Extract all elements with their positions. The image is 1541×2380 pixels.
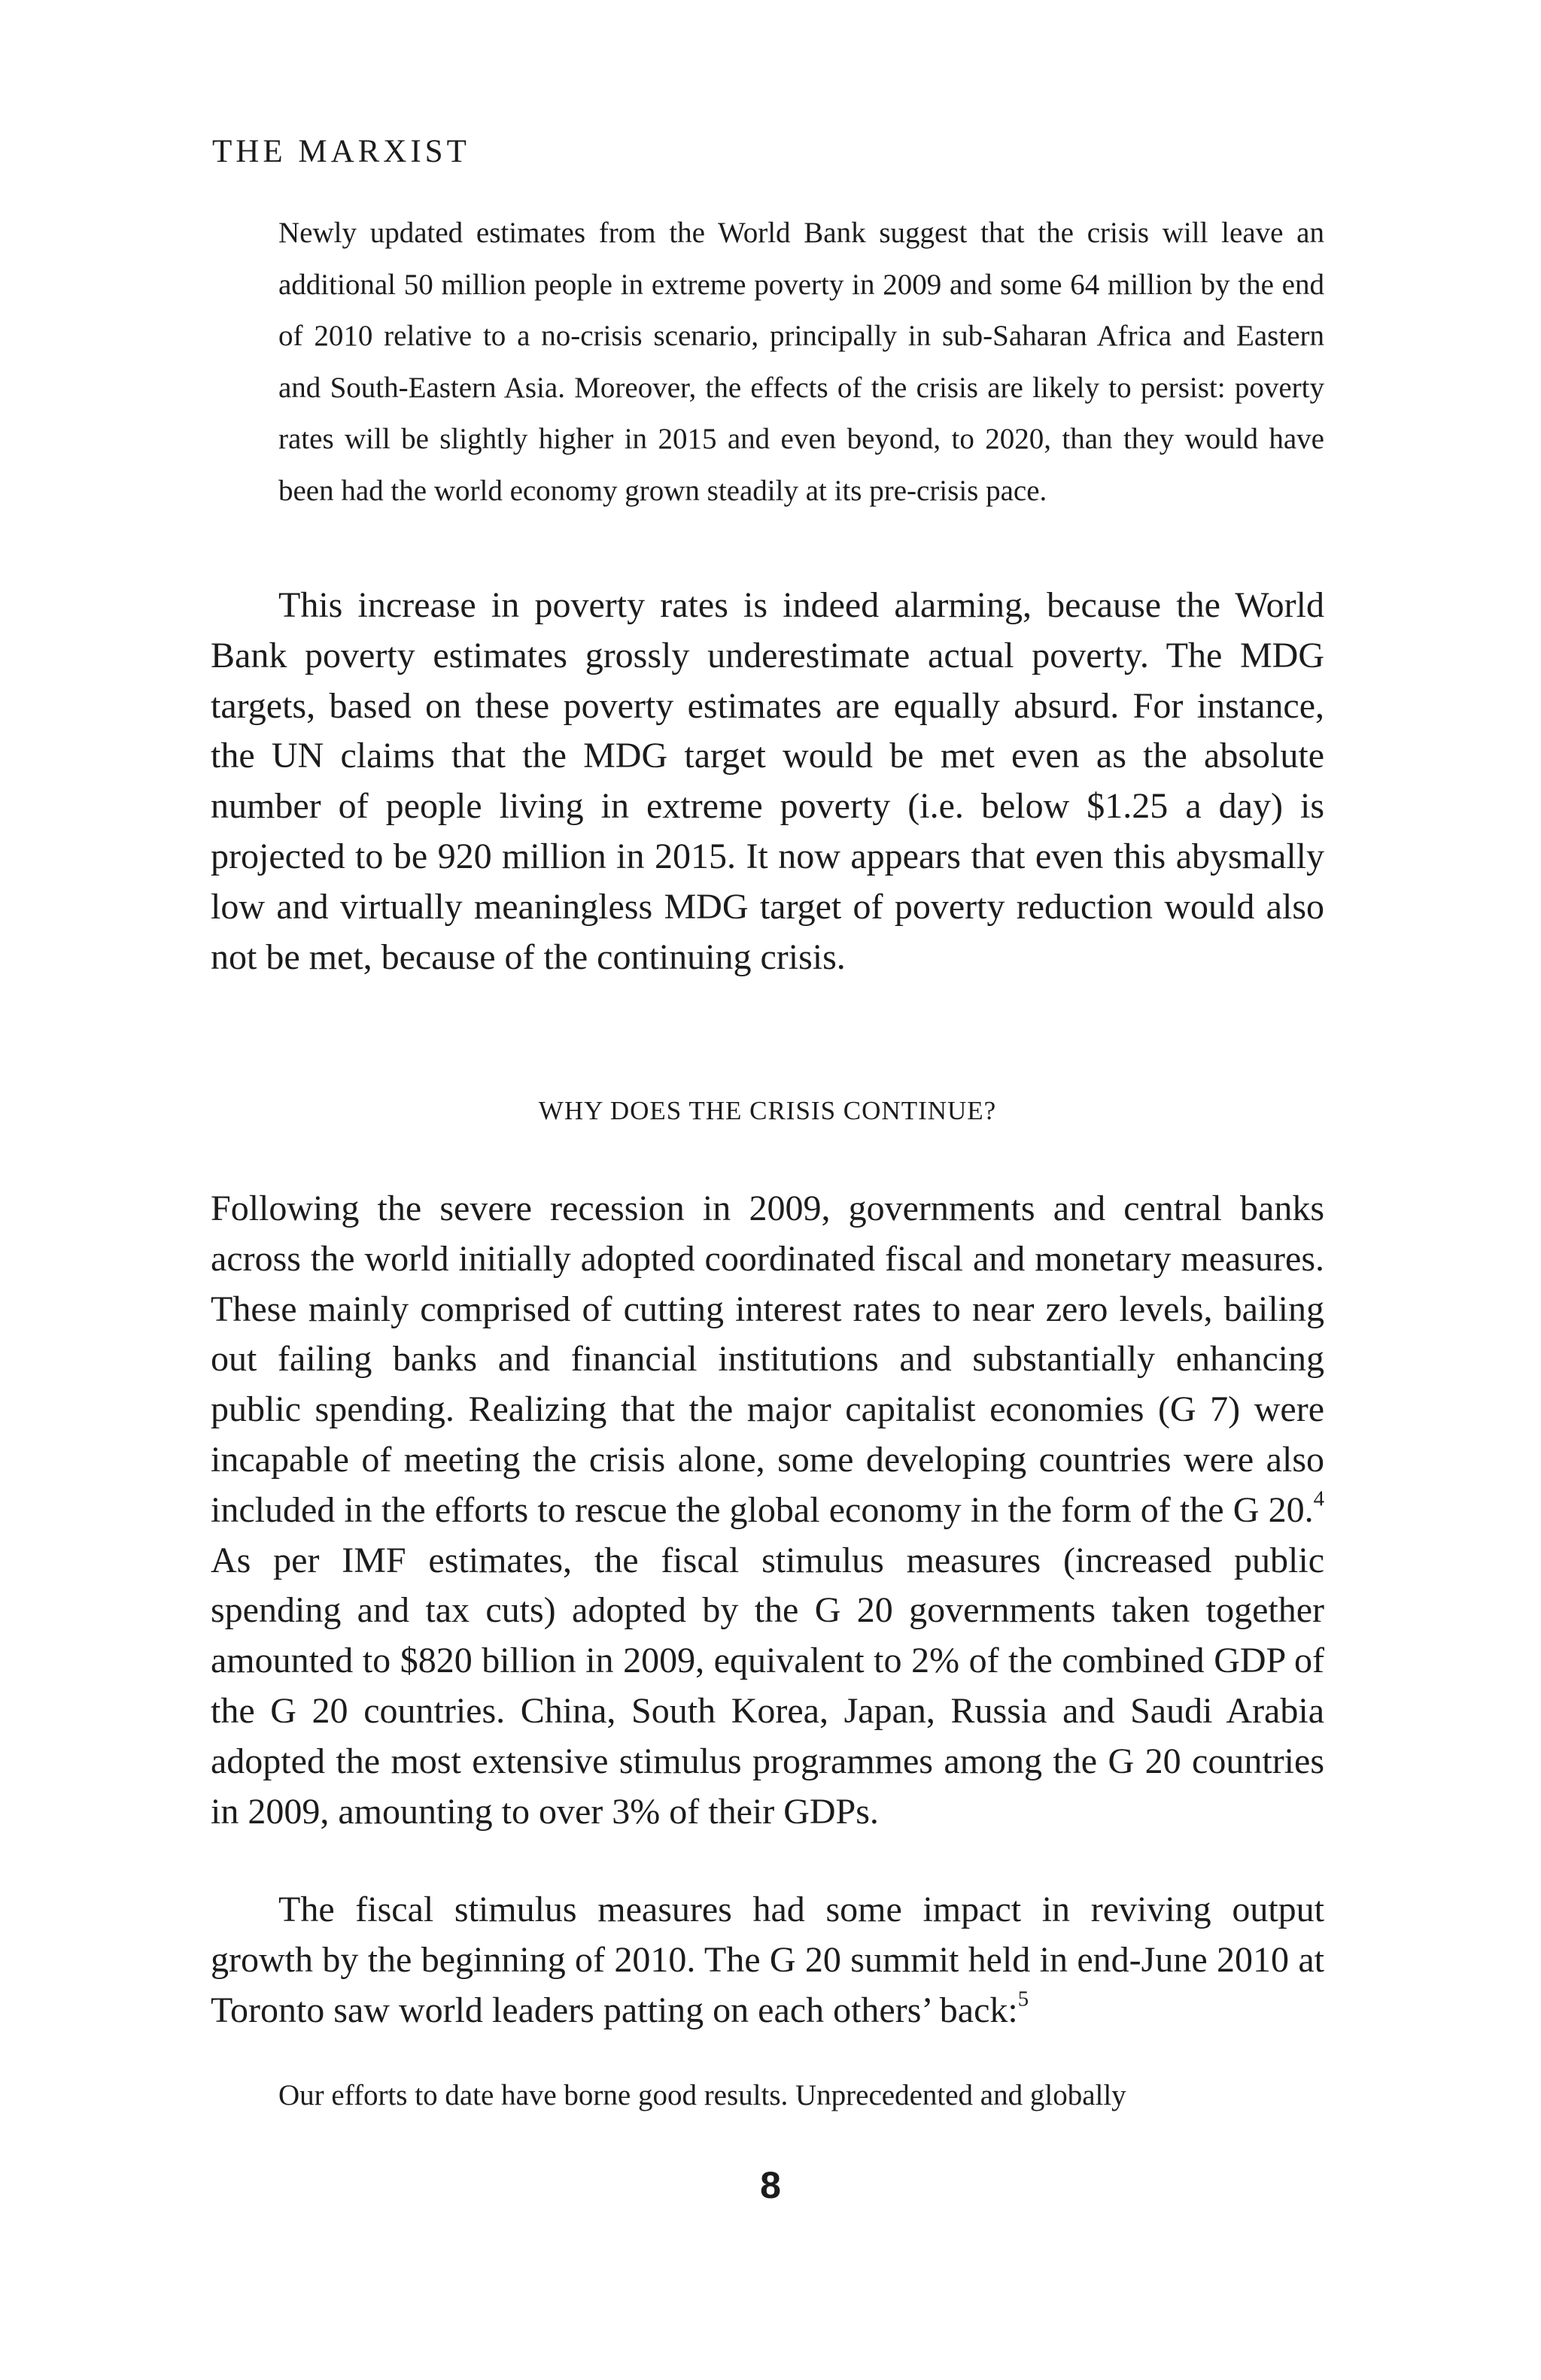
paragraph-text: The fiscal stimulus measures had some impact in reviving output growth by the beginning of 2010. The G 20 summit held in end-June 2010 at Toronto saw world leaders patting on each others’ back:	[211, 1890, 1324, 2030]
paragraph-text-before-note: Following the severe recession in 2009, governments and central banks across the world initially adopted coordinated fiscal and monetary measures. These mainly comprised of cutting interest rates to near zero levels, bailing out failing banks and financial institutions and substantially enhancing public spending. Realizing that the major capitalist economies (G 7) were incapable of meeting the crisis alone, some developing countries were also included in the efforts to rescue the global economy in the form of the G 20.	[211, 1188, 1324, 1530]
footnote-marker-5[interactable]: 5	[1017, 1987, 1029, 2011]
block-quote-world-bank: Newly updated estimates from the World Bank suggest that the crisis will leave an additional 50 million people in extreme poverty in 2009 and some 64 million by the end of 2010 relative to a no-crisis scenario, principally in sub-Saharan Africa and Eastern and South-Eastern Asia. Moreover, the effects of the crisis are likely to persist: poverty rates will be slightly higher in 2015 and even beyond, to 2020, than they would have been had the world economy grown steadily at its pre-crisis pace.	[278, 217, 1324, 507]
paragraph-text-after-note: As per IMF estimates, the fiscal stimulus measures (increased public spending and tax cuts) adopted by the G 20 governments taken together amounted to $820 billion in 2009, equivalent to 2% of the combined GDP of the G 20 countries. China, South Korea, Japan, Russia and Saudi Arabia adopted the most extensive stimulus programmes among the G 20 countries in 2009, amounting to over 3% of their GDPs.	[211, 1540, 1324, 1832]
running-head: THE MARXIST	[212, 134, 470, 169]
paragraph-recession-measures	[211, 1184, 1324, 1837]
paragraph-fiscal-stimulus	[211, 1885, 1324, 2035]
block-quote-g20: Our efforts to date have borne good results. Unprecedented and globally	[278, 2079, 1126, 2111]
page-number: 8	[760, 2164, 781, 2206]
section-heading: WHY DOES THE CRISIS CONTINUE?	[538, 1096, 997, 1125]
footnote-marker-4[interactable]: 4	[1313, 1486, 1324, 1511]
paragraph-poverty-rates: This increase in poverty rates is indeed alarming, because the World Bank poverty estimates grossly underestimate actual poverty. The MDG targets, based on these poverty estimates are equally absurd. For instance, the UN claims that the MDG target would be met even as the absolute number of people living in extreme poverty (i.e. below $1.25 a day) is projected to be 920 million in 2015. It now appears that even this abysmally low and virtually meaningless MDG target of poverty reduction would also not be met, because of the continuing crisis.	[211, 585, 1324, 977]
